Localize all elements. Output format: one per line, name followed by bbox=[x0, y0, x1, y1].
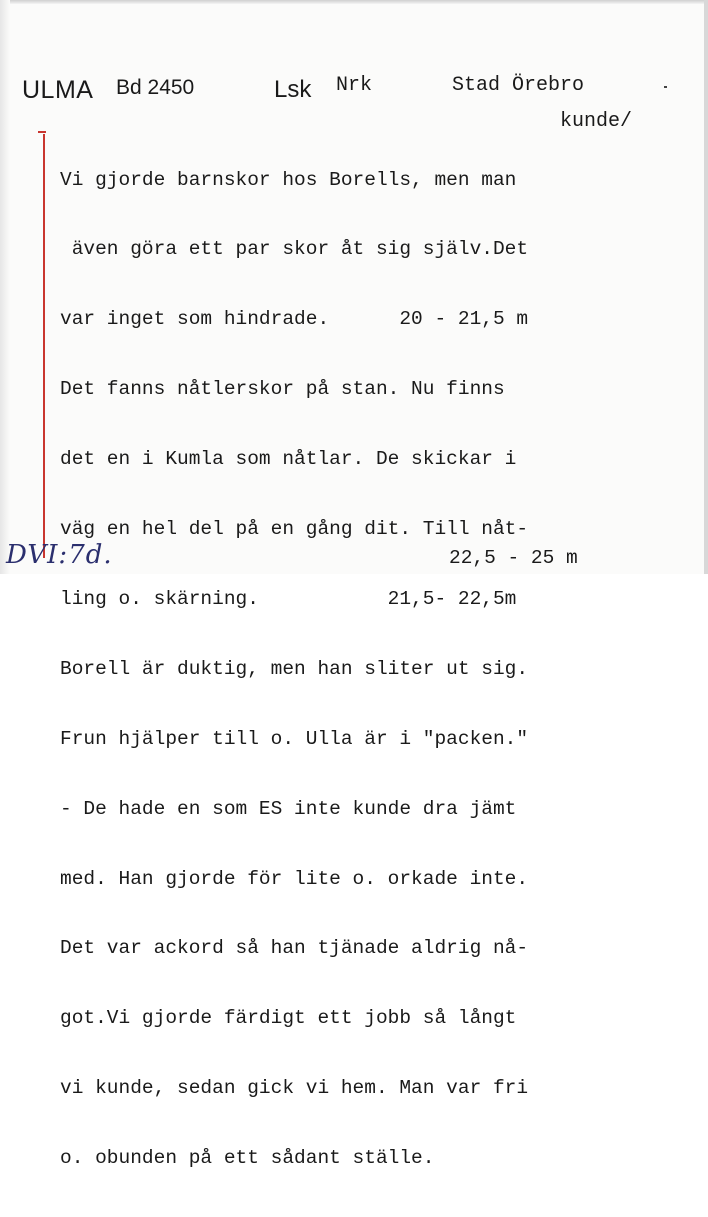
note-line: Frun hjälper till o. Ulla är i "packen." bbox=[60, 727, 529, 750]
note-line: ling o. skärning. 21,5- 22,5m bbox=[60, 587, 517, 610]
note-line: det en i Kumla som nåtlar. De skickar i bbox=[60, 448, 517, 471]
card-top-edge bbox=[0, 0, 708, 4]
lsk-label: Lsk bbox=[274, 76, 312, 103]
note-body bbox=[60, 122, 700, 1217]
note-line: var inget som hindrade. 20 - 21,5 m bbox=[60, 308, 529, 331]
card-left-edge bbox=[0, 0, 10, 574]
final-measure: 22,5 - 25 m bbox=[449, 547, 578, 569]
note-line: Det fanns nåtlerskor på stan. Nu finns bbox=[60, 378, 505, 401]
archive-handwritten-mark: DVI:7d. bbox=[6, 540, 113, 570]
note-line: vi kunde, sedan gick vi hem. Man var fri bbox=[60, 1077, 529, 1100]
note-line: got.Vi gjorde färdigt ett jobb så långt bbox=[60, 1007, 517, 1030]
note-line: - De hade en som ES inte kunde dra jämt bbox=[60, 797, 517, 820]
archive-code: ULMA bbox=[22, 76, 94, 104]
red-margin-line bbox=[43, 134, 45, 558]
note-line: även göra ett par skor åt sig själv.Det bbox=[60, 238, 529, 261]
nrk-label: Nrk bbox=[336, 74, 373, 97]
dash-mark bbox=[664, 86, 667, 88]
note-line: Borell är duktig, men han sliter ut sig. bbox=[60, 657, 529, 680]
note-line: Vi gjorde barnskor hos Borells, men man bbox=[60, 168, 517, 191]
stad-label: Stad Örebro bbox=[452, 74, 585, 97]
note-line: o. obunden på ett sådant ställe. bbox=[60, 1147, 435, 1170]
margin-line-tick bbox=[38, 131, 46, 133]
note-line: med. Han gjorde för lite o. orkade inte. bbox=[60, 867, 529, 890]
note-line: Det var ackord så han tjänade aldrig nå- bbox=[60, 937, 529, 960]
note-line: väg en hel del på en gång dit. Till nåt- bbox=[60, 518, 529, 541]
card-right-edge bbox=[704, 0, 708, 574]
bd-number: Bd 2450 bbox=[116, 76, 195, 99]
inserted-word: kunde/ bbox=[560, 110, 633, 133]
